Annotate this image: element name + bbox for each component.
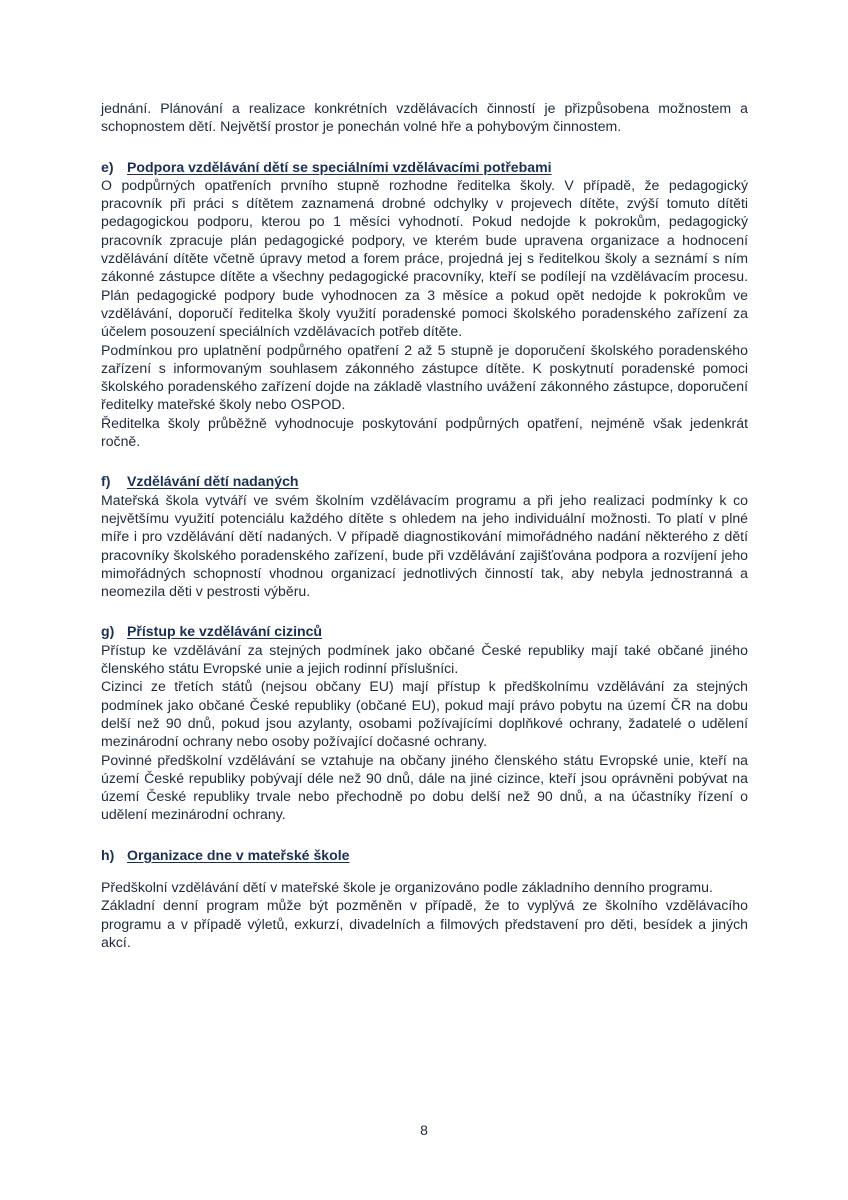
section-heading xyxy=(101,158,748,176)
section-f xyxy=(101,472,748,600)
intro-paragraph: jednání. Plánování a realizace konkrétních vzdělávacích činností je přizpůsobena možnostem a schopnostem dětí. Největší prostor je ponechán volné hře a pohybovým činnostem. xyxy=(101,100,748,135)
paragraph: Povinné předškolní vzdělávání se vztahuje na občany jiného členského státu Evropské unie, kteří na území České republiky pobývají déle než 90 dnů, dále na jiné cizince, kteří jsou oprávněni pobývat na území České republiky trvale nebo přechodně po dobu delší než 90 dnů, a na účastníky řízení o udělení mezinárodní ochrany. xyxy=(101,751,748,823)
paragraph: Podmínkou pro uplatnění podpůrného opatření 2 až 5 stupně je doporučení školského poradenského zařízení s informovaným souhlasem zákonného zástupce dítěte. K poskytnutí poradenské pomoci školského poradenského zařízení dojde na základě vlastního uvážení zákonného zástupce, doporučení ředitelky mateřské školy nebo OSPOD. xyxy=(101,341,748,413)
section-heading xyxy=(101,846,748,864)
paragraph: Přístup ke vzdělávání za stejných podmínek jako občané České republiky mají také občané jiného členského státu Evropské unie a jejich rodinní příslušníci. xyxy=(101,641,748,677)
paragraph: Předškolní vzdělávání dětí v mateřské škole je organizováno podle základního denního programu. xyxy=(101,878,713,895)
paragraph: Cizinci ze třetích států (nejsou občany EU) mají přístup k předškolnímu vzdělávání za stejných podmínek jako občané České republiky (občané EU), pokud mají právo pobytu na území ČR na dobu delší než 90 dnů, pokud jsou azylanty, osobami požívajícími doplňkové ochrany, žadatelé o udělení mezinárodní ochrany nebo osoby požívající dočasné ochrany. xyxy=(101,678,748,750)
page-number: 8 xyxy=(420,1122,428,1138)
section-letter: f) xyxy=(101,473,111,490)
section-title: Přístup ke vzdělávání cizinců xyxy=(127,623,323,640)
section-letter: h) xyxy=(101,846,115,863)
section-heading xyxy=(101,622,748,640)
section-e xyxy=(101,158,748,451)
section-g xyxy=(101,622,748,823)
section-letter: e) xyxy=(101,158,114,175)
section-heading xyxy=(101,472,748,490)
section-title: Podpora vzdělávání dětí se speciálními vzdělávacími potřebami xyxy=(127,158,552,175)
section-title: Vzdělávání dětí nadaných xyxy=(127,473,299,490)
paragraph: Mateřská škola vytváří ve svém školním vzdělávacím programu a při jeho realizaci podmínky k co největšímu využití potenciálu každého dítěte s ohledem na jeho individuální možnosti. To platí v plné míře i pro vzdělávání dětí nadaných. V případě diagnostikování mimořádného nadání některého z dětí pracovníky školského poradenského zařízení, bude při vzdělávání zajišťována podpora a rozvíjení jeho mimořádných schopností vhodnou organizací jednotlivých činností tak, aby nebyla jednostranná a neomezila děti v pestrosti výběru. xyxy=(101,491,748,600)
section-letter: g) xyxy=(101,623,115,640)
document-page xyxy=(101,99,748,973)
paragraph: Základní denní program může být pozměněn v případě, že to vyplývá ze školního vzdělávacího programu a v případě výletů, exkurzí, divadelních a filmových představení pro děti, besídek a jiných akcí. xyxy=(101,897,748,950)
section-h xyxy=(101,846,748,951)
paragraph: O podpůrných opatřeních prvního stupně rozhodne ředitelka školy. V případě, že pedagogický pracovník při práci s dítětem zaznamená drobné odchylky v projevech dítěte, zvýší tomuto dítěti pedagogickou podporu, kterou po 1 měsíci vyhodnotí. Pokud nedojde k pokrokům, pedagogický pracovník zpracuje plán pedagogické podpory, ve kterém bude upravena organizace a hodnocení vzdělávání dítěte včetně úpravy metod a forem práce, projedná jej s ředitelkou školy a seznámí s ním zákonné zástupce dítěte a všechny pedagogické pracovníky, kteří se podílejí na vzdělávacím procesu. Plán pedagogické podpory bude vyhodnocen za 3 měsíce a pokud opět nedojde k pokrokům ve vzdělávání, doporučí ředitelka školy využití poradenské pomoci školského poradenského zařízení za účelem posouzení speciálních vzdělávacích potřeb dítěte. xyxy=(101,176,748,340)
paragraph: Ředitelka školy průběžně vyhodnocuje poskytování podpůrných opatření, nejméně však jedenkrát ročně. xyxy=(101,414,748,450)
section-title: Organizace dne v mateřské škole xyxy=(127,846,350,863)
